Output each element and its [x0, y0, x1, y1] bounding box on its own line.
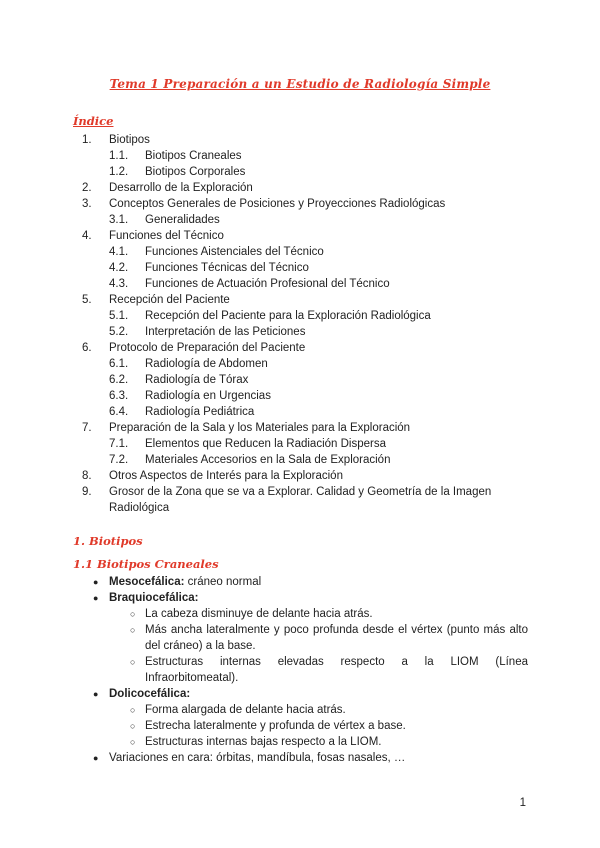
section-1-1-heading: 1.1 Biotipos Craneales	[73, 557, 219, 571]
toc-subitem[interactable]: 4.3. Funciones de Actuación Profesional del Técnico	[109, 278, 390, 290]
list-item-text: Estrecha lateralmente y profunda de vértex a base.	[145, 720, 406, 732]
list-item	[0, 750, 600, 766]
toc-item[interactable]: 9. Grosor de la Zona que se va a Explorar. Calidad y Geometría de la Imagen	[82, 486, 492, 498]
index-heading: Índice	[73, 114, 114, 128]
toc-subitem[interactable]: 6.2. Radiología de Tórax	[109, 374, 249, 386]
toc-item[interactable]: 1. Biotipos	[82, 134, 150, 146]
toc-subitem[interactable]: 4.1. Funciones Aistenciales del Técnico	[109, 246, 324, 258]
toc-subitem[interactable]: 1.2. Biotipos Corporales	[109, 166, 246, 178]
term-label: Dolicocefálica:	[109, 688, 191, 700]
list-item	[0, 654, 600, 686]
term-label: Mesocefálica:	[109, 576, 185, 588]
list-item	[0, 590, 600, 606]
circle-bullet-icon: ○	[130, 705, 136, 715]
toc-item[interactable]: 8. Otros Aspectos de Interés para la Exploración	[82, 470, 343, 482]
toc-subitem[interactable]: 7.1. Elementos que Reducen la Radiación Dispersa	[109, 438, 387, 450]
circle-bullet-icon: ○	[130, 609, 136, 619]
list-item	[0, 702, 600, 718]
toc-subitem[interactable]: 1.1. Biotipos Craneales	[109, 150, 242, 162]
list-item	[0, 734, 600, 750]
circle-bullet-icon: ○	[130, 721, 136, 731]
bullet-icon: ●	[93, 593, 99, 603]
list-item	[0, 574, 600, 590]
toc-item[interactable]: 6. Protocolo de Preparación del Paciente	[82, 342, 306, 354]
circle-bullet-icon: ○	[130, 657, 136, 667]
toc-subitem[interactable]: 7.2. Materiales Accesorios en la Sala de Exploración	[109, 454, 391, 466]
list-item-text: Más ancha lateralmente y poco profunda desde el vértex (punto más alto del cráneo) a la base.	[145, 624, 528, 652]
list-item-text: Estructuras internas elevadas respecto a la LIOM (Línea Infraorbitomeatal).	[145, 656, 528, 684]
list-item	[0, 686, 600, 702]
toc-item[interactable]: 2. Desarrollo de la Exploración	[82, 182, 253, 194]
document-title: Tema 1 Preparación a un Estudio de Radiología Simple	[109, 77, 491, 91]
bullet-icon: ●	[93, 689, 99, 699]
section-1-heading: 1. Biotipos	[73, 534, 143, 548]
toc-subitem[interactable]: 5.2. Interpretación de las Peticiones	[109, 326, 306, 338]
list-item	[0, 718, 600, 734]
toc-item[interactable]: 5. Recepción del Paciente	[82, 294, 230, 306]
bullet-icon: ●	[93, 577, 99, 587]
list-item-text: La cabeza disminuye de delante hacia atrás.	[145, 608, 373, 620]
toc-item[interactable]: 4. Funciones del Técnico	[82, 230, 224, 242]
list-item-text: Forma alargada de delante hacia atrás.	[145, 704, 346, 716]
list-item	[0, 622, 600, 654]
toc-subitem[interactable]: 6.4. Radiología Pediátrica	[109, 406, 255, 418]
table-of-contents	[0, 132, 600, 516]
toc-item[interactable]: 7. Preparación de la Sala y los Materiales para la Exploración	[82, 422, 411, 434]
term-label: Braquiocefálica:	[109, 592, 199, 604]
circle-bullet-icon: ○	[130, 737, 136, 747]
toc-subitem[interactable]: 6.1. Radiología de Abdomen	[109, 358, 268, 370]
toc-subitem[interactable]: 4.2. Funciones Técnicas del Técnico	[109, 262, 309, 274]
list-item-text: Estructuras internas bajas respecto a la LIOM.	[145, 736, 382, 748]
bullet-icon: ●	[93, 753, 99, 763]
toc-subitem[interactable]: 3.1. Generalidades	[109, 214, 220, 226]
page-number: 1	[519, 797, 526, 809]
circle-bullet-icon: ○	[130, 625, 136, 635]
term-text: cráneo normal	[184, 576, 262, 588]
toc-item[interactable]: 3. Conceptos Generales de Posiciones y Proyecciones Radiológicas	[82, 198, 446, 210]
toc-item-continuation[interactable]: Radiológica	[109, 502, 170, 514]
toc-subitem[interactable]: 6.3. Radiología en Urgencias	[109, 390, 271, 402]
list-item	[0, 606, 600, 622]
list-item-text: Variaciones en cara: órbitas, mandíbula, fosas nasales, …	[109, 752, 406, 764]
toc-subitem[interactable]: 5.1. Recepción del Paciente para la Exploración Radiológica	[109, 310, 431, 322]
